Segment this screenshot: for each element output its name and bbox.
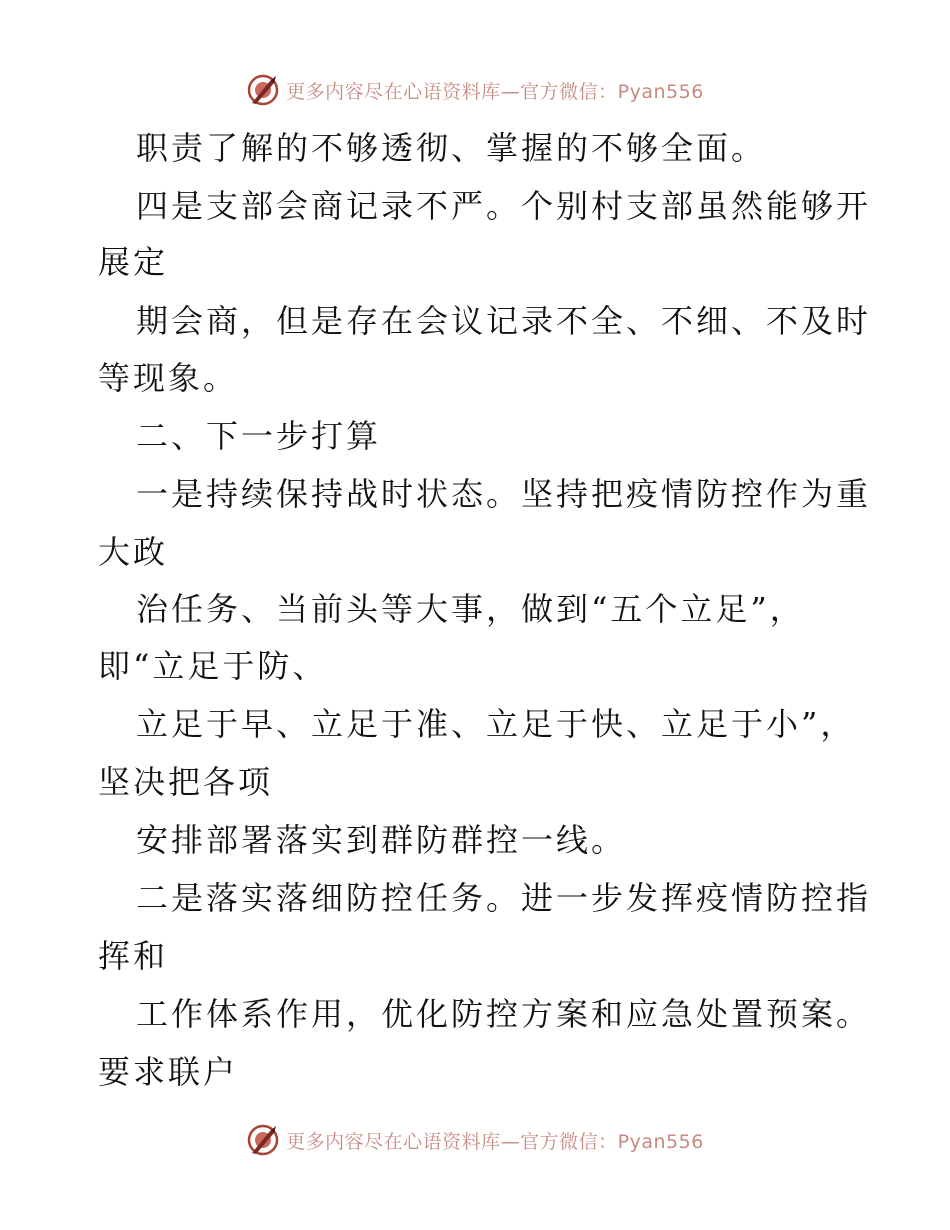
footer-banner <box>0 1120 950 1160</box>
body-line: 四是支部会商记录不严。个别村支部虽然能够开 <box>136 187 872 225</box>
header-banner-text: 更多内容尽在心语资料库—官方微信：Pyan556 <box>286 80 704 103</box>
body-line: 展定 <box>98 243 169 281</box>
body-line: 二是落实落细防控任务。进一步发挥疫情防控指 <box>136 879 872 917</box>
body-line: 挥和 <box>98 937 169 975</box>
body-line: 期会商，但是存在会议记录不全、不细、不及时 <box>136 302 872 340</box>
body-line: 要求联户 <box>98 1053 239 1091</box>
body-line: 等现象。 <box>98 359 239 397</box>
body-line: 职责了解的不够透彻、掌握的不够全面。 <box>136 129 767 167</box>
body-line: 大政 <box>98 533 169 571</box>
quill-logo-icon <box>246 73 280 107</box>
footer-banner-text: 更多内容尽在心语资料库—官方微信：Pyan556 <box>286 1130 704 1153</box>
body-line: 工作体系作用，优化防控方案和应急处置预案。 <box>136 995 872 1033</box>
quill-logo-icon <box>246 1123 280 1157</box>
body-line: 即“立足于防、 <box>98 647 328 685</box>
body-line: 坚决把各项 <box>98 763 274 801</box>
header-banner <box>0 70 950 110</box>
body-line: 立足于早、立足于准、立足于快、立足于小”， <box>136 705 856 743</box>
body-line: 安排部署落实到群防群控一线。 <box>136 821 627 859</box>
body-line: 治任务、当前头等大事，做到“五个立足”， <box>136 590 805 628</box>
body-line: 一是持续保持战时状态。坚持把疫情防控作为重 <box>136 475 872 513</box>
body-line: 二、下一步打算 <box>136 417 382 455</box>
